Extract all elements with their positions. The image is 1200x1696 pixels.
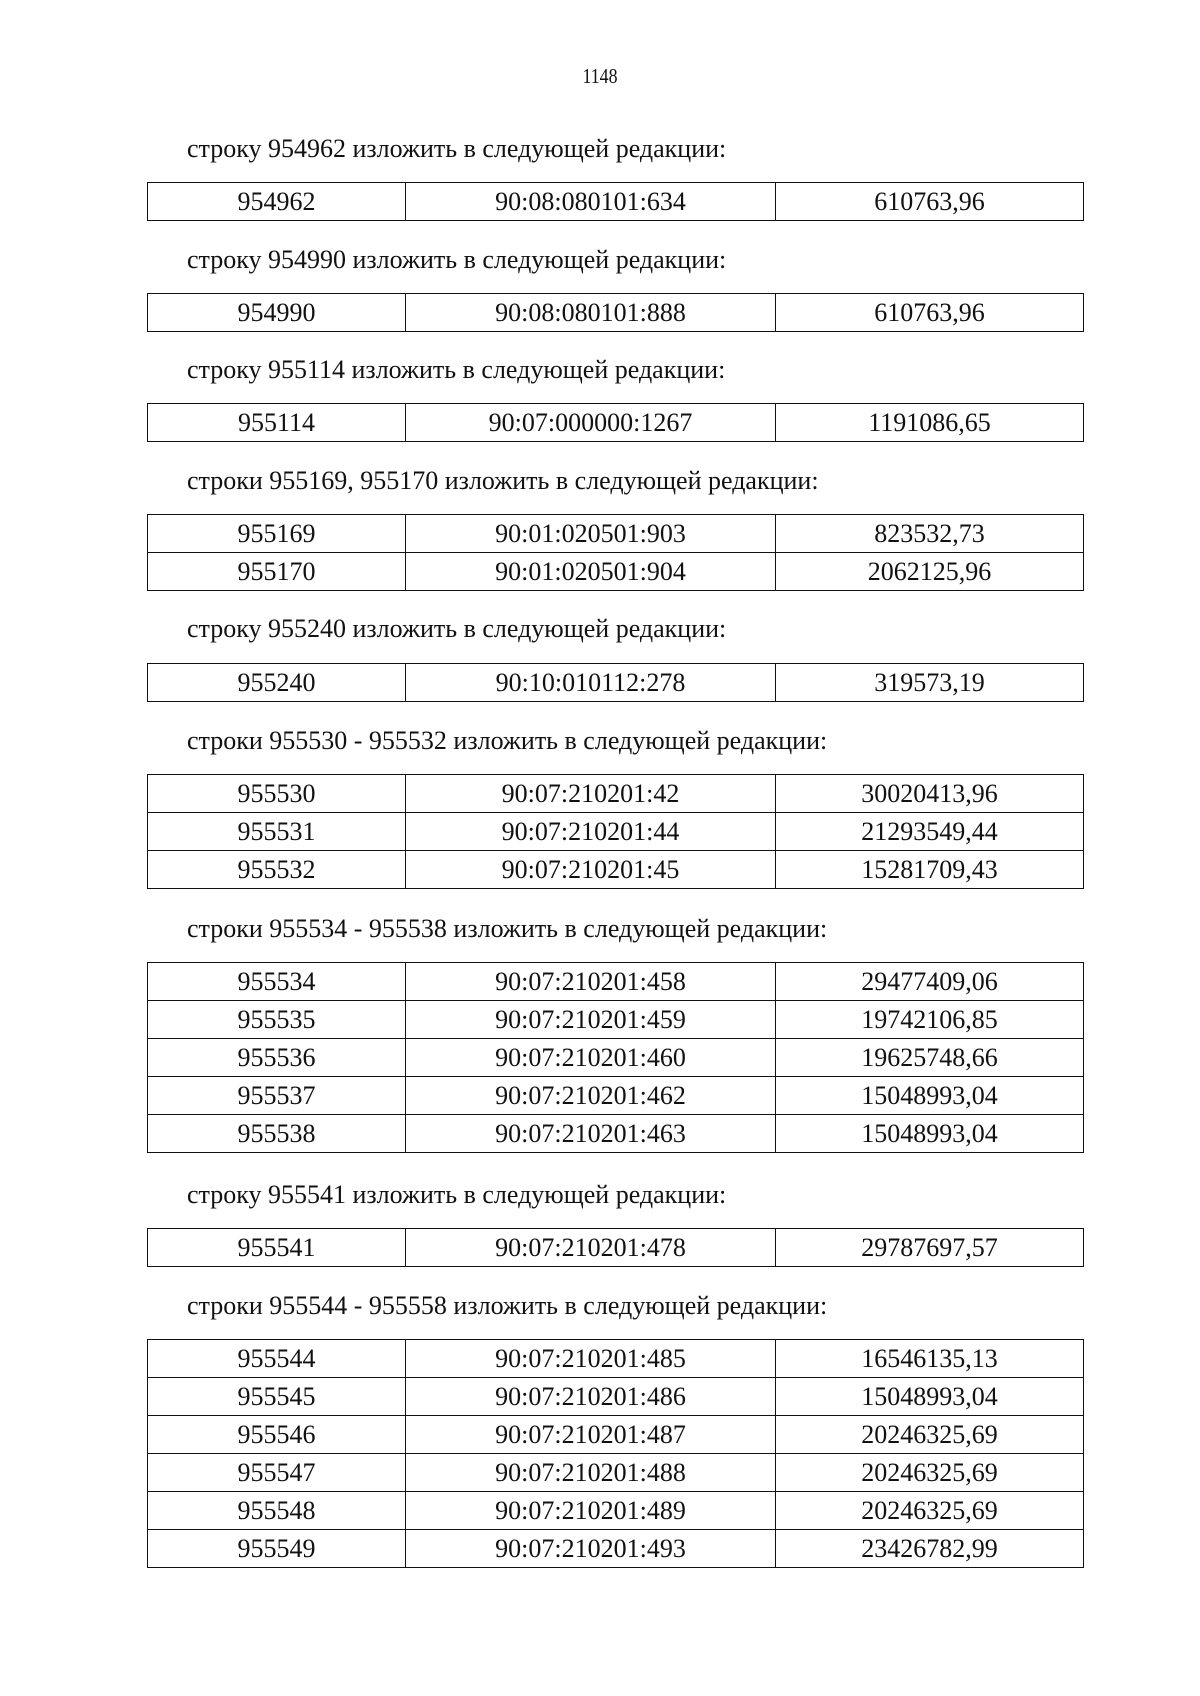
row-number-cell: 955114 <box>148 404 406 442</box>
cadastral-number-cell: 90:07:210201:44 <box>406 813 776 851</box>
data-table <box>147 774 1084 889</box>
table-row <box>148 1229 1084 1267</box>
value-cell: 20246325,69 <box>776 1492 1084 1530</box>
cadastral-number-cell: 90:07:210201:42 <box>406 775 776 813</box>
cadastral-number-cell: 90:01:020501:904 <box>406 553 776 591</box>
cadastral-number-cell: 90:10:010112:278 <box>406 664 776 702</box>
row-number-cell: 955546 <box>148 1416 406 1454</box>
value-cell: 15281709,43 <box>776 851 1084 889</box>
cadastral-number-cell: 90:07:210201:460 <box>406 1039 776 1077</box>
row-number-cell: 955545 <box>148 1378 406 1416</box>
cadastral-number-cell: 90:07:210201:486 <box>406 1378 776 1416</box>
table-row <box>148 404 1084 442</box>
data-table <box>147 1339 1084 1568</box>
value-cell: 20246325,69 <box>776 1454 1084 1492</box>
value-cell: 20246325,69 <box>776 1416 1084 1454</box>
cadastral-number-cell: 90:08:080101:634 <box>406 183 776 221</box>
table-row <box>148 664 1084 702</box>
row-number-cell: 955530 <box>148 775 406 813</box>
value-cell: 2062125,96 <box>776 553 1084 591</box>
value-cell: 823532,73 <box>776 515 1084 553</box>
table-row <box>148 1039 1084 1077</box>
cadastral-number-cell: 90:07:210201:493 <box>406 1530 776 1568</box>
table-row <box>148 1077 1084 1115</box>
page-number: 1148 <box>582 64 618 88</box>
table-row <box>148 1378 1084 1416</box>
row-number-cell: 955169 <box>148 515 406 553</box>
section-heading: строки 955534 - 955538 изложить в следующей редакции: <box>187 914 828 943</box>
cadastral-number-cell: 90:07:210201:45 <box>406 851 776 889</box>
value-cell: 15048993,04 <box>776 1077 1084 1115</box>
row-number-cell: 955538 <box>148 1115 406 1153</box>
row-number-cell: 955535 <box>148 1001 406 1039</box>
row-number-cell: 954990 <box>148 294 406 332</box>
table-row <box>148 1115 1084 1153</box>
section-heading: строку 955114 изложить в следующей редакции: <box>187 355 726 384</box>
data-table <box>147 293 1084 332</box>
value-cell: 16546135,13 <box>776 1340 1084 1378</box>
row-number-cell: 955537 <box>148 1077 406 1115</box>
value-cell: 1191086,65 <box>776 404 1084 442</box>
cadastral-number-cell: 90:01:020501:903 <box>406 515 776 553</box>
row-number-cell: 955531 <box>148 813 406 851</box>
table-row <box>148 294 1084 332</box>
value-cell: 15048993,04 <box>776 1378 1084 1416</box>
data-table <box>147 663 1084 702</box>
cadastral-number-cell: 90:07:210201:462 <box>406 1077 776 1115</box>
row-number-cell: 955541 <box>148 1229 406 1267</box>
value-cell: 610763,96 <box>776 183 1084 221</box>
value-cell: 319573,19 <box>776 664 1084 702</box>
data-table <box>147 514 1084 591</box>
row-number-cell: 955240 <box>148 664 406 702</box>
value-cell: 610763,96 <box>776 294 1084 332</box>
table-row <box>148 963 1084 1001</box>
table-row <box>148 813 1084 851</box>
table-row <box>148 775 1084 813</box>
value-cell: 29477409,06 <box>776 963 1084 1001</box>
cadastral-number-cell: 90:07:210201:485 <box>406 1340 776 1378</box>
section-heading: строки 955169, 955170 изложить в следующей редакции: <box>187 466 819 495</box>
table-row <box>148 1416 1084 1454</box>
table-row <box>148 1454 1084 1492</box>
value-cell: 21293549,44 <box>776 813 1084 851</box>
table-row <box>148 183 1084 221</box>
table-row <box>148 515 1084 553</box>
row-number-cell: 954962 <box>148 183 406 221</box>
table-row <box>148 1530 1084 1568</box>
row-number-cell: 955532 <box>148 851 406 889</box>
row-number-cell: 955549 <box>148 1530 406 1568</box>
data-table <box>147 182 1084 221</box>
value-cell: 15048993,04 <box>776 1115 1084 1153</box>
row-number-cell: 955544 <box>148 1340 406 1378</box>
row-number-cell: 955548 <box>148 1492 406 1530</box>
cadastral-number-cell: 90:07:210201:458 <box>406 963 776 1001</box>
cadastral-number-cell: 90:07:210201:459 <box>406 1001 776 1039</box>
cadastral-number-cell: 90:07:210201:489 <box>406 1492 776 1530</box>
row-number-cell: 955536 <box>148 1039 406 1077</box>
data-table <box>147 1228 1084 1267</box>
section-heading: строки 955544 - 955558 изложить в следующей редакции: <box>187 1291 828 1320</box>
cadastral-number-cell: 90:07:210201:488 <box>406 1454 776 1492</box>
value-cell: 29787697,57 <box>776 1229 1084 1267</box>
table-row <box>148 1492 1084 1530</box>
cadastral-number-cell: 90:07:210201:478 <box>406 1229 776 1267</box>
data-table <box>147 962 1084 1153</box>
value-cell: 30020413,96 <box>776 775 1084 813</box>
table-row <box>148 1340 1084 1378</box>
data-table <box>147 403 1084 442</box>
section-heading: строку 954962 изложить в следующей редакции: <box>187 134 727 163</box>
cadastral-number-cell: 90:07:000000:1267 <box>406 404 776 442</box>
value-cell: 19742106,85 <box>776 1001 1084 1039</box>
row-number-cell: 955534 <box>148 963 406 1001</box>
section-heading: строку 955541 изложить в следующей редакции: <box>187 1180 727 1209</box>
table-row <box>148 553 1084 591</box>
table-row <box>148 851 1084 889</box>
row-number-cell: 955547 <box>148 1454 406 1492</box>
section-heading: строки 955530 - 955532 изложить в следующей редакции: <box>187 726 828 755</box>
cadastral-number-cell: 90:08:080101:888 <box>406 294 776 332</box>
value-cell: 19625748,66 <box>776 1039 1084 1077</box>
cadastral-number-cell: 90:07:210201:487 <box>406 1416 776 1454</box>
row-number-cell: 955170 <box>148 553 406 591</box>
value-cell: 23426782,99 <box>776 1530 1084 1568</box>
cadastral-number-cell: 90:07:210201:463 <box>406 1115 776 1153</box>
table-row <box>148 1001 1084 1039</box>
section-heading: строку 954990 изложить в следующей редакции: <box>187 245 727 274</box>
section-heading: строку 955240 изложить в следующей редакции: <box>187 614 727 643</box>
